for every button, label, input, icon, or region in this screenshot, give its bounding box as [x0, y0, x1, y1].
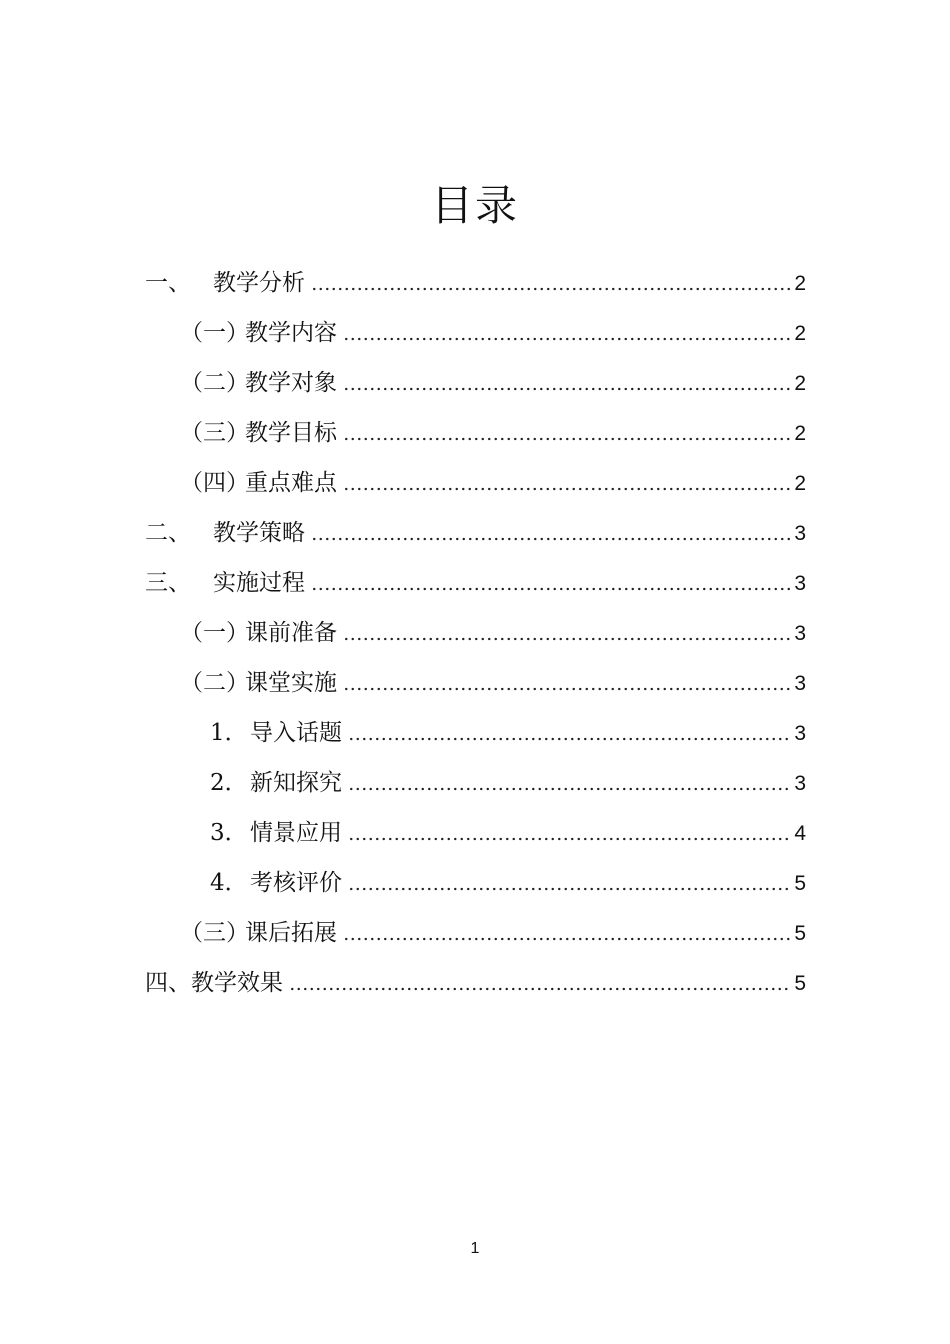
table-of-contents	[145, 258, 806, 1008]
toc-entry[interactable]	[145, 558, 806, 608]
dot-leader	[343, 337, 790, 341]
toc-entry-number: （四）	[180, 470, 249, 496]
toc-entry-number: （三）	[180, 920, 249, 946]
toc-entry[interactable]	[145, 408, 806, 458]
toc-entry-number: （三）	[180, 420, 249, 446]
toc-entry[interactable]	[145, 658, 806, 708]
toc-entry-number: 2．	[210, 770, 248, 796]
toc-entry-label: 重点难点	[245, 470, 337, 496]
toc-entry[interactable]	[145, 258, 806, 308]
toc-entry-label: 考核评价	[250, 870, 342, 896]
toc-entry-number: （二）	[180, 370, 249, 396]
dot-leader	[289, 987, 790, 991]
page-number: 1	[470, 1240, 480, 1257]
dot-leader	[343, 487, 790, 491]
toc-entry[interactable]	[145, 858, 806, 908]
toc-entry-number: 3．	[210, 820, 248, 846]
toc-entry-label: 新知探究	[250, 770, 342, 796]
toc-entry-number: （一）	[180, 320, 249, 346]
toc-entry-label: 教学对象	[245, 370, 337, 396]
toc-entry-number: 4．	[210, 870, 248, 896]
toc-entry-number: 四、	[145, 970, 191, 996]
dot-leader	[348, 737, 790, 741]
dot-leader	[343, 437, 790, 441]
toc-entry-label: 教学效果	[191, 970, 283, 996]
dot-leader	[343, 387, 790, 391]
toc-entry-number: 一、	[145, 270, 191, 296]
toc-entry-number: （一）	[180, 620, 249, 646]
toc-entry[interactable]	[145, 758, 806, 808]
dot-leader	[311, 537, 790, 541]
toc-entry-page: 2	[794, 322, 806, 345]
toc-entry-label: 教学策略	[213, 520, 305, 546]
toc-entry[interactable]	[145, 458, 806, 508]
toc-entry-page: 3	[794, 522, 806, 545]
toc-entry-page: 2	[794, 472, 806, 495]
toc-entry-page: 3	[794, 722, 806, 745]
toc-entry[interactable]	[145, 908, 806, 958]
dot-leader	[311, 587, 790, 591]
toc-entry-page: 3	[794, 572, 806, 595]
dot-leader	[311, 287, 790, 291]
toc-entry[interactable]	[145, 958, 806, 1008]
toc-entry-page: 3	[794, 672, 806, 695]
toc-entry-label: 课前准备	[245, 620, 337, 646]
toc-entry[interactable]	[145, 608, 806, 658]
dot-leader	[343, 937, 790, 941]
toc-entry-label: 课堂实施	[245, 670, 337, 696]
dot-leader	[343, 637, 790, 641]
toc-entry-page: 3	[794, 622, 806, 645]
toc-entry-label: 教学目标	[245, 420, 337, 446]
toc-entry-page: 2	[794, 272, 806, 295]
page-title: 目录	[430, 181, 519, 230]
toc-entry[interactable]	[145, 508, 806, 558]
toc-entry[interactable]	[145, 308, 806, 358]
toc-entry[interactable]	[145, 358, 806, 408]
dot-leader	[348, 887, 790, 891]
dot-leader	[348, 837, 790, 841]
toc-entry-label: 课后拓展	[245, 920, 337, 946]
toc-entry[interactable]	[145, 808, 806, 858]
toc-entry-page: 4	[794, 822, 806, 845]
toc-entry-page: 5	[794, 972, 806, 995]
dot-leader	[343, 687, 790, 691]
toc-entry[interactable]	[145, 708, 806, 758]
toc-entry-label: 教学分析	[213, 270, 305, 296]
toc-entry-page: 2	[794, 372, 806, 395]
toc-entry-page: 5	[794, 922, 806, 945]
toc-entry-number: （二）	[180, 670, 249, 696]
dot-leader	[348, 787, 790, 791]
toc-entry-label: 情景应用	[250, 820, 342, 846]
toc-entry-label: 导入话题	[250, 720, 342, 746]
toc-entry-number: 1．	[210, 720, 248, 746]
toc-entry-number: 三、	[145, 570, 191, 596]
toc-entry-page: 5	[794, 872, 806, 895]
toc-entry-page: 2	[794, 422, 806, 445]
toc-entry-label: 实施过程	[213, 570, 305, 596]
toc-entry-page: 3	[794, 772, 806, 795]
toc-entry-label: 教学内容	[245, 320, 337, 346]
toc-entry-number: 二、	[145, 520, 191, 546]
